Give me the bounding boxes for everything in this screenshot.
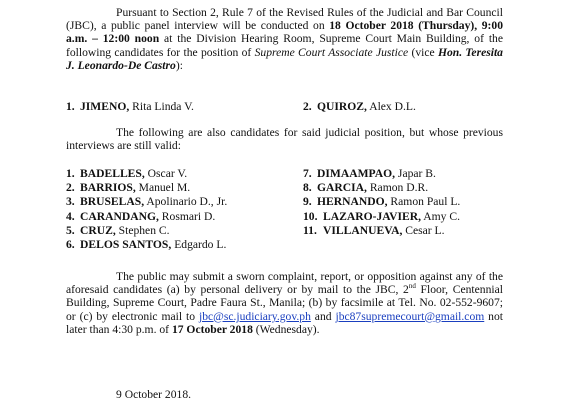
item-number: 8. [303,181,312,195]
list-item [303,224,460,238]
list-item [66,238,227,252]
list-item [303,100,416,113]
item-number: 4. [66,209,75,223]
list-item [303,181,460,195]
email-link-gmail[interactable]: jbc87supremecourt@gmail.com [335,309,485,323]
ordinal-suffix: nd [408,282,416,291]
valid-list-left [66,167,227,252]
candidate-given-name: Alex D.L. [366,100,416,113]
candidate-given-name: Ramon Paul L. [387,195,461,209]
candidate-surname: DELOS SANTOS, [80,237,172,251]
candidate-surname: CARANDANG, [80,209,159,223]
position-title: Supreme Court Associate Justice [254,45,409,59]
candidate-given-name: Oscar V. [144,167,188,180]
para3-text-1: The public may submit a sworn complaint, report, or opposition against any of the aforesaid candidates (a) by personal delivery or by mail to the JBC, 2 [66,270,503,297]
candidate-surname: VILLANUEVA, [323,223,403,237]
valid-interviews-paragraph [66,126,503,152]
list-item [66,181,227,195]
vice-name: Hon. Teresita J. Leonardo-De Castro [66,45,503,72]
candidate-surname: BADELLES, [80,167,145,180]
candidate-surname: BARRIOS, [80,181,136,195]
item-number: 3. [66,195,75,209]
list-item [66,210,227,224]
list-item [66,100,194,113]
interview-date: 18 October 2018 (Thursday), 9:00 a.m. – 12:00 noon [66,19,503,46]
candidate-given-name: Manuel M. [135,181,191,195]
item-number: 5. [66,223,75,237]
para2-text: The following are also candidates for said judicial position, but whose previous interviews are still valid: [66,126,503,153]
candidate-surname: JIMENO, [80,100,130,113]
list-item [66,167,227,181]
candidate-given-name: Ramon D.R. [366,181,429,195]
item-number: 9. [303,195,312,209]
list-item [303,210,460,224]
interview-paragraph [66,6,503,72]
item-number: 2. [66,181,75,195]
signature-date: 9 October 2018. [116,388,192,401]
candidate-surname: BRUSELAS, [80,195,145,209]
item-number: 1. [66,100,75,113]
candidate-given-name: Edgardo L. [171,237,227,251]
list-item [303,167,460,181]
candidate-given-name: Stephen C. [115,223,170,237]
item-number: 1. [66,167,75,180]
list-item [66,195,227,209]
candidate-given-name: Cesar L. [402,223,445,237]
interview-candidate-list [66,100,503,114]
candidate-given-name: Apolinario D., Jr. [144,195,228,209]
list-item [303,195,460,209]
signature-date-block [66,388,503,401]
candidate-given-name: Amy C. [421,209,461,223]
valid-list-right [303,167,460,238]
para3-text-4: not later than 4:30 p.m. of [66,309,504,336]
candidate-given-name: Rita Linda V. [129,100,194,113]
para1-text-2: at the Division Hearing Room, Supreme Court Main Building, of the following candidates for the position of [66,32,503,59]
deadline-date: 17 October 2018 [171,322,253,336]
item-number: 2. [303,100,312,113]
item-number: 10. [303,209,318,223]
email-link-jbc[interactable]: jbc@sc.judiciary.gov.ph [198,309,311,323]
para1-text-4: ): [175,58,183,72]
candidate-surname: GARCIA, [317,181,367,195]
candidate-surname: LAZARO-JAVIER, [323,209,422,223]
para3-text-3: and [310,309,336,323]
item-number: 6. [66,237,75,251]
item-number: 11. [303,223,317,237]
candidate-given-name: Japar B. [395,167,436,180]
opposition-paragraph [66,270,503,336]
para3-text-2: Floor, Centennial Building, Supreme Court, Padre Faura St., Manila; (b) by facsimile at Tel. No. 02-552-9607; or (c) by electronic mail to [66,283,503,323]
item-number: 7. [303,167,312,180]
candidate-surname: CRUZ, [80,223,116,237]
candidate-surname: HERNANDO, [317,195,388,209]
candidate-surname: DIMAAMPAO, [317,167,396,180]
para3-text-5: (Wednesday). [252,322,320,336]
para1-text-3: (vice [408,45,438,59]
para1-text-1: Pursuant to Section 2, Rule 7 of the Revised Rules of the Judicial and Bar Council (JBC), a public panel interview will be conducted on [66,6,503,33]
candidate-surname: QUIROZ, [317,100,367,113]
list-item [66,224,227,238]
candidate-given-name: Rosmari D. [158,209,216,223]
